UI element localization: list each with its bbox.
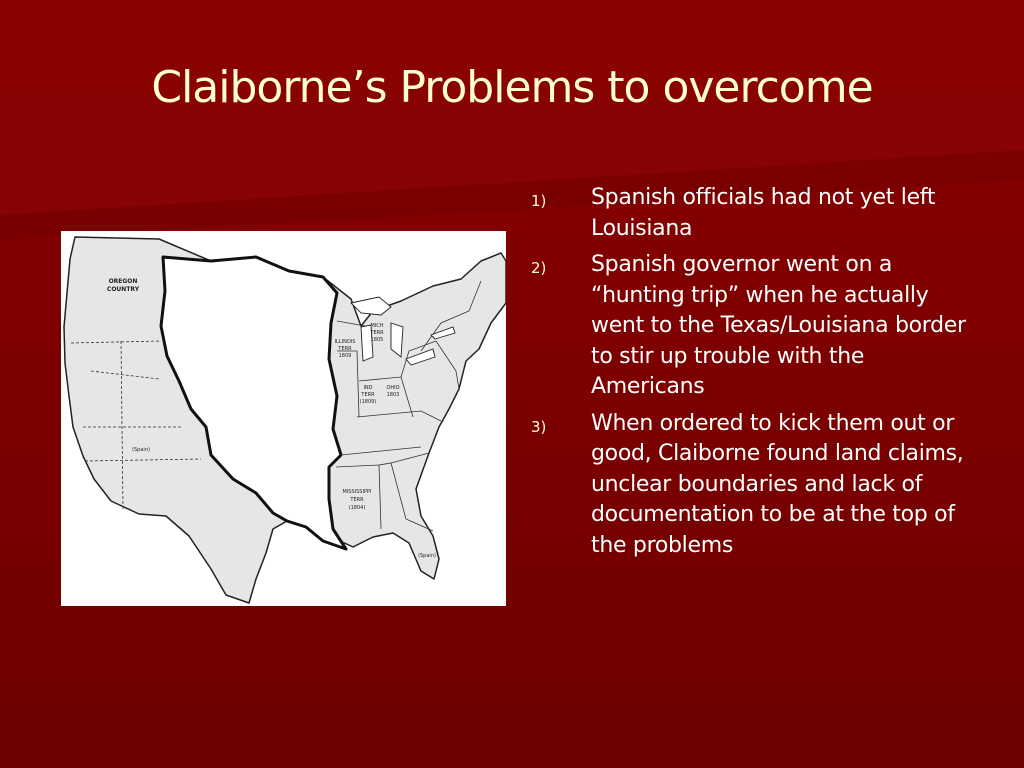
svg-text:(Spain): (Spain) — [418, 553, 436, 559]
list-item — [531, 250, 971, 403]
svg-text:1803: 1803 — [386, 392, 400, 398]
list-text: When ordered to kick them out or good, Claiborne found land claims, unclear boundaries and lack of documentation to be at the top of the problems — [591, 410, 964, 558]
svg-text:MISSISSIPPI: MISSISSIPPI — [342, 489, 372, 495]
svg-text:1809: 1809 — [338, 353, 352, 359]
problems-list — [531, 183, 971, 567]
list-number: 1) — [531, 192, 547, 210]
list-item — [531, 183, 971, 244]
list-text: Spanish officials had not yet left Louisiana — [591, 185, 936, 241]
list-text: Spanish governor went on a “hunting trip” when he actually went to the Texas/Louisiana border to stir up trouble with the Americans — [591, 252, 966, 399]
list-item — [531, 409, 971, 562]
svg-text:TERR: TERR — [370, 330, 384, 336]
list-number: 2) — [531, 259, 547, 277]
louisiana-purchase-map — [61, 231, 506, 606]
svg-text:(Spain): (Spain) — [132, 447, 150, 453]
slide-title: Claiborne’s Problems to overcome — [151, 62, 873, 113]
svg-text:MICH: MICH — [370, 323, 384, 329]
svg-text:OREGON: OREGON — [108, 278, 138, 285]
svg-text:TERR: TERR — [338, 346, 352, 352]
svg-text:IND: IND — [363, 385, 373, 391]
svg-text:COUNTRY: COUNTRY — [106, 286, 140, 293]
list-number: 3) — [531, 417, 547, 436]
svg-text:1805: 1805 — [370, 337, 384, 343]
svg-text:TERR: TERR — [350, 497, 364, 503]
svg-text:(1804): (1804) — [348, 505, 366, 511]
svg-text:TERR: TERR — [361, 392, 375, 398]
svg-text:OHIO: OHIO — [386, 385, 400, 391]
us-map-illustration — [61, 231, 506, 606]
svg-text:ILLINOIS: ILLINOIS — [334, 339, 356, 345]
svg-text:(1809): (1809) — [359, 399, 377, 405]
